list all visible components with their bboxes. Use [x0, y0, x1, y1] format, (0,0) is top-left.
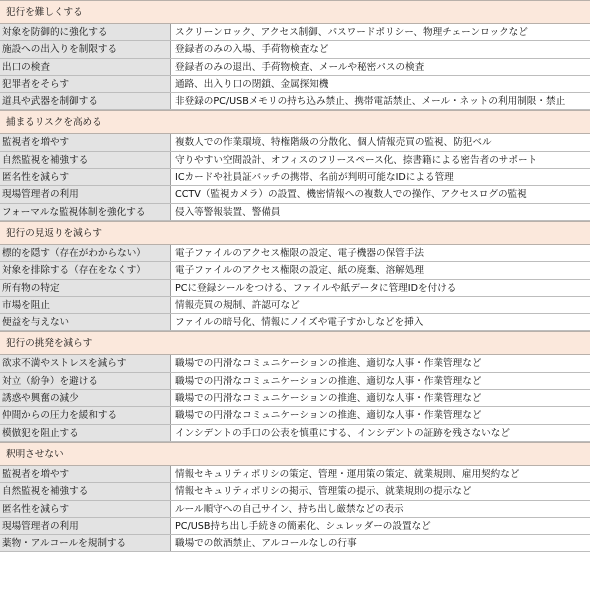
measure-cell: 現場管理者の利用 — [0, 186, 171, 202]
table-row — [0, 134, 590, 151]
table-row — [0, 390, 590, 407]
table-row — [0, 280, 590, 297]
table-row — [0, 262, 590, 279]
table-row — [0, 407, 590, 424]
detail-cell: 登録者のみの入場、手荷物検査など — [171, 41, 590, 57]
measure-cell: 監視者を増やす — [0, 134, 171, 150]
measure-cell: 対象を排除する（存在をなくす） — [0, 262, 171, 278]
detail-cell: 職場での円滑なコミュニケーションの推進、適切な人事・作業管理など — [171, 355, 590, 371]
table-row — [0, 76, 590, 93]
measure-cell: 道具や武器を制御する — [0, 93, 171, 109]
detail-cell: PC/USB持ち出し手続きの簡素化、シュレッダーの設置など — [171, 518, 590, 534]
measure-cell: 監視者を増やす — [0, 466, 171, 482]
section-header: 犯行を難しくする — [0, 0, 590, 24]
section-header: 釈明させない — [0, 442, 590, 466]
table-row — [0, 501, 590, 518]
measure-cell: 匿名性を減らす — [0, 169, 171, 185]
table-row — [0, 186, 590, 203]
measure-cell: 模倣犯を阻止する — [0, 425, 171, 441]
measure-cell: 施設への出入りを制限する — [0, 41, 171, 57]
detail-cell: ICカードや社員証バッチの携帯、名前が判明可能なIDによる管理 — [171, 169, 590, 185]
detail-cell: ファイルの暗号化、情報にノイズや電子すかしなどを挿入 — [171, 314, 590, 330]
table-row — [0, 204, 590, 221]
table-row — [0, 24, 590, 41]
measure-cell: 匿名性を減らす — [0, 501, 171, 517]
measure-cell: 現場管理者の利用 — [0, 518, 171, 534]
table-row — [0, 535, 590, 552]
detail-cell: 電子ファイルのアクセス権限の設定、電子機器の保管手法 — [171, 245, 590, 261]
section-header: 犯行の挑発を減らす — [0, 331, 590, 355]
table-row — [0, 41, 590, 58]
section-header: 捕まるリスクを高める — [0, 110, 590, 134]
detail-cell: 職場での飲酒禁止、アルコールなしの行事 — [171, 535, 590, 551]
table-row — [0, 518, 590, 535]
section-header: 犯行の見返りを減らす — [0, 221, 590, 245]
table-row — [0, 297, 590, 314]
detail-cell: 守りやすい空間設計、オフィスのフリースペース化、捺書籍による密告者のサポート — [171, 152, 590, 168]
detail-cell: CCTV（監視カメラ）の設置、機密情報への複数人での操作、アクセスログの監視 — [171, 186, 590, 202]
measure-cell: 市場を阻止 — [0, 297, 171, 313]
table-row — [0, 466, 590, 483]
table-row — [0, 152, 590, 169]
detail-cell: 職場での円滑なコミュニケーションの推進、適切な人事・作業管理など — [171, 407, 590, 423]
measure-cell: 対立（紛争）を避ける — [0, 373, 171, 389]
table-row — [0, 93, 590, 110]
detail-cell: PCに登録シールをつける、ファイルや紙データに管理IDを付ける — [171, 280, 590, 296]
measure-cell: 便益を与えない — [0, 314, 171, 330]
detail-cell: 情報セキュリティポリシの策定、管理・運用策の策定、就業規則、雇用契約など — [171, 466, 590, 482]
measure-cell: 所有物の特定 — [0, 280, 171, 296]
measure-cell: 自然監視を補強する — [0, 152, 171, 168]
detail-cell: 情報セキュリティポリシの掲示、管理策の提示、就業規則の提示など — [171, 483, 590, 499]
detail-cell: 職場での円滑なコミュニケーションの推進、適切な人事・作業管理など — [171, 373, 590, 389]
measure-cell: フォーマルな監視体制を強化する — [0, 204, 171, 220]
table-row — [0, 355, 590, 372]
detail-cell: ルール順守への自己サイン、持ち出し厳禁などの表示 — [171, 501, 590, 517]
detail-cell: 登録者のみの退出、手荷物検査、メールや秘密パスの検査 — [171, 59, 590, 75]
table-row — [0, 169, 590, 186]
measure-cell: 欲求不満やストレスを減らす — [0, 355, 171, 371]
detail-cell: インシデントの手口の公表を慎重にする、インシデントの証跡を残さないなど — [171, 425, 590, 441]
detail-cell: スクリーンロック、アクセス制御、パスワードポリシー、物理チェーンロックなど — [171, 24, 590, 40]
table-row — [0, 245, 590, 262]
measure-cell: 標的を隠す（存在がわからない） — [0, 245, 171, 261]
detail-cell: 複数人での作業環境、特権階級の分散化、個人情報売買の監視、防犯ベル — [171, 134, 590, 150]
measure-cell: 出口の検査 — [0, 59, 171, 75]
measure-cell: 自然監視を補強する — [0, 483, 171, 499]
detail-cell: 通路、出入り口の閉鎖、金属探知機 — [171, 76, 590, 92]
detail-cell: 職場での円滑なコミュニケーションの推進、適切な人事・作業管理など — [171, 390, 590, 406]
detail-cell: 電子ファイルのアクセス権限の設定、紙の廃棄、溶解処理 — [171, 262, 590, 278]
table-row — [0, 373, 590, 390]
measure-cell: 犯罪者をそらす — [0, 76, 171, 92]
table-row — [0, 314, 590, 331]
table-row — [0, 483, 590, 500]
detail-cell: 侵入等警報装置、警備員 — [171, 204, 590, 220]
table-row — [0, 59, 590, 76]
detail-cell: 情報売買の規制、許認可など — [171, 297, 590, 313]
measure-cell: 対象を防御的に強化する — [0, 24, 171, 40]
measure-cell: 誘惑や興奮の減少 — [0, 390, 171, 406]
measure-cell: 仲間からの圧力を緩和する — [0, 407, 171, 423]
detail-cell: 非登録のPC/USBメモリの持ち込み禁止、携帯電話禁止、メール・ネットの利用制限・禁止 — [171, 93, 590, 109]
measure-cell: 薬物・アルコールを規制する — [0, 535, 171, 551]
table-row — [0, 425, 590, 442]
